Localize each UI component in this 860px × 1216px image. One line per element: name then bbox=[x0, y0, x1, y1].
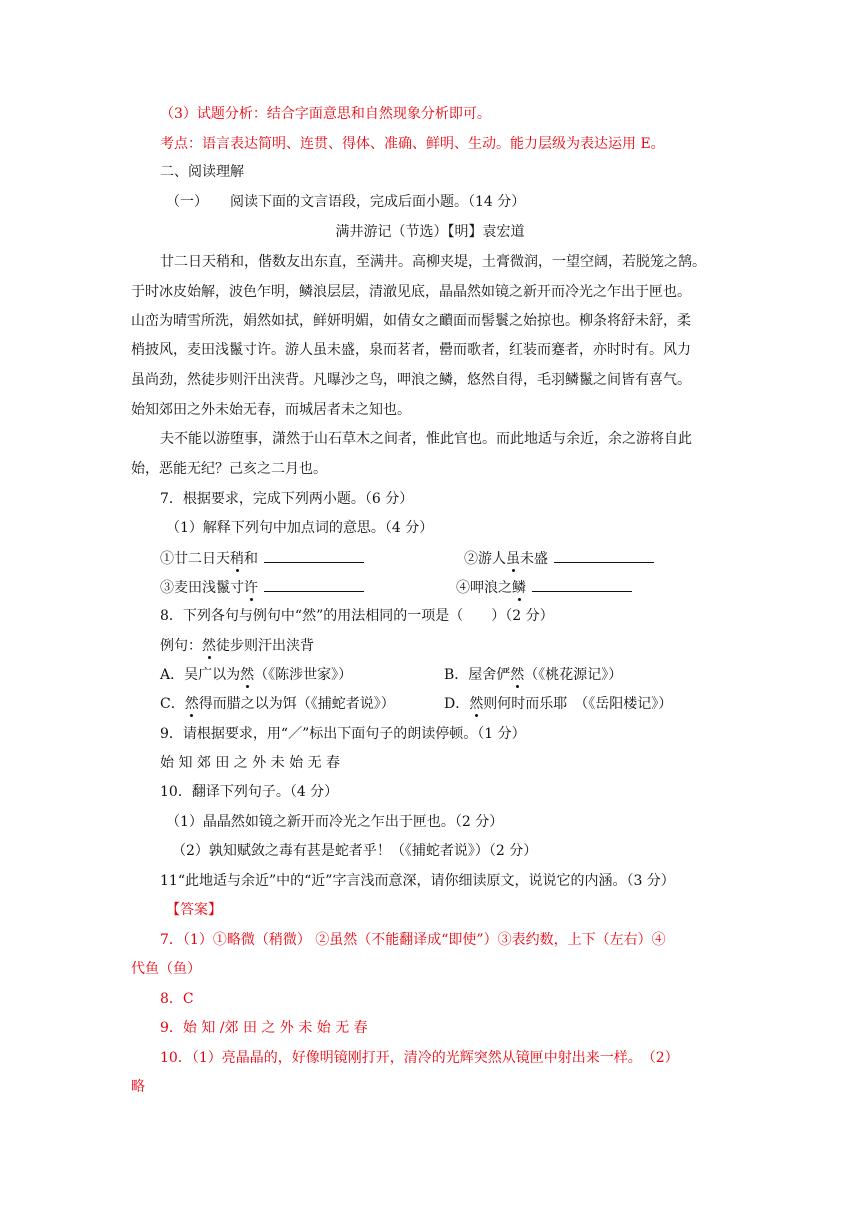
answer-7-line1: 7．（1）①略微（稍微） ②虽然（不能翻译成“即使”）③表约数，上下（左右）④ bbox=[160, 932, 666, 948]
q9-stem: 9．请根据要求，用“／”标出下面句子的朗读停顿。（1 分） bbox=[160, 726, 526, 742]
q7-item-c: ③麦田浅鬣寸许 bbox=[160, 577, 364, 598]
passage-p1-line: 梢披风，麦田浅鬣寸许。游人虽未盛，泉而茗者，罍而歌者，红装而蹇者，亦时时有。风力 bbox=[131, 342, 691, 358]
passage-p1-line: 山峦为晴雪所洗，娟然如拭，鲜妍明媚，如倩女之靧面而髻鬟之始掠也。柳条将舒未舒，柔 bbox=[131, 313, 691, 329]
answer-7-line2: 代鱼（鱼） bbox=[131, 961, 201, 977]
answer-blank[interactable] bbox=[554, 548, 654, 563]
analysis-kaodian: 考点：语言表达简明、连贯、得体、准确、鲜明、生动。能力层级为表达运用 E。 bbox=[160, 136, 665, 152]
q11-stem: 11“此地适与余近”中的“近”字言浅而意深，请你细读原文，说说它的内涵。（3 分） bbox=[160, 873, 675, 889]
answer-8: 8．C bbox=[160, 991, 194, 1007]
q7-stem: 7．根据要求，完成下列两小题。（6 分） bbox=[160, 491, 414, 507]
q10-sentence-2: （2）孰知赋敛之毒有甚是蛇者乎！（《捕蛇者说》）（2 分） bbox=[172, 843, 538, 859]
q10-stem: 10．翻译下列句子。（4 分） bbox=[160, 784, 339, 800]
q8-option-c[interactable]: C．然得而腊之以为饵（《捕蛇者说》） bbox=[160, 696, 395, 712]
section-title: 二、阅读理解 bbox=[160, 164, 244, 180]
q8-option-d[interactable]: D．然则何时而乐耶 （《岳阳楼记》） bbox=[444, 696, 673, 712]
answer-blank[interactable] bbox=[532, 577, 632, 592]
answer-blank[interactable] bbox=[264, 577, 364, 592]
section-subtitle bbox=[166, 192, 525, 212]
passage-p1-line: 始知郊田之外未始无春，而城居者未之知也。 bbox=[131, 402, 411, 418]
section-sub-text: 阅读下面的文言语段，完成后面小题。（14 分） bbox=[230, 194, 526, 210]
q8-stem: 8．下列各句与例句中“然”的用法相同的一项是（ ）（2 分） bbox=[160, 608, 554, 624]
passage-p2-line: 始，恶能无纪？己亥之二月也。 bbox=[131, 461, 327, 477]
passage-p1-line: 虽尚劲，然徒步则汗出浃背。凡曝沙之鸟，呷浪之鳞，悠然自得，毛羽鳞鬣之间皆有喜气。 bbox=[131, 372, 691, 388]
q8-option-a[interactable]: A．吴广以为然（《陈涉世家》） bbox=[160, 667, 353, 683]
q8-example: 例句：然徒步则汗出浃背 bbox=[160, 638, 314, 654]
q7-item-a: ①廿二日天稍和 bbox=[160, 548, 364, 569]
q7-sub1: （1）解释下列句中加点词的意思。（4 分） bbox=[166, 520, 434, 536]
q7-item-b: ②游人虽未盛 bbox=[464, 548, 654, 569]
answer-10-line2: 略 bbox=[131, 1079, 145, 1095]
passage-p1-line: 于时冰皮始解，波色乍明，鳞浪层层，清澈见底，晶晶然如镜之新开而冷光之乍出于匣也。 bbox=[131, 284, 691, 300]
section-sub-prefix: （一） bbox=[166, 194, 208, 210]
passage-p2-line: 夫不能以游堕事，潇然于山石草木之间者，惟此官也。而此地适与余近，余之游将自此 bbox=[160, 431, 692, 447]
answer-10-line1: 10．（1）亮晶晶的，好像明镜刚打开，清冷的光辉突然从镜匣中射出来一样。 （2） bbox=[160, 1050, 679, 1066]
q9-sentence: 始 知 郊 田 之 外 未 始 无 春 bbox=[160, 755, 341, 771]
analysis-item3: （3）试题分析：结合字面意思和自然现象分析即可。 bbox=[160, 106, 491, 122]
q10-sentence-1: （1）晶晶然如镜之新开而冷光之乍出于匣也。（2 分） bbox=[166, 814, 504, 830]
passage-title: 满井游记（节选）【明】袁宏道 bbox=[335, 224, 525, 240]
q7-item-d: ④呷浪之鳞 bbox=[456, 577, 632, 598]
answer-9: 9．始 知 /郊 田 之 外 未 始 无 春 bbox=[160, 1020, 368, 1036]
answer-blank[interactable] bbox=[264, 548, 364, 563]
answer-label: 【答案】 bbox=[166, 902, 222, 918]
passage-p1-line: 廿二日天稍和，偕数友出东直，至满井。高柳夹堤，土膏微润，一望空阔，若脱笼之鹄。 bbox=[160, 254, 706, 270]
q8-option-b[interactable]: B．屋舍俨然（《桃花源记》） bbox=[444, 667, 623, 683]
